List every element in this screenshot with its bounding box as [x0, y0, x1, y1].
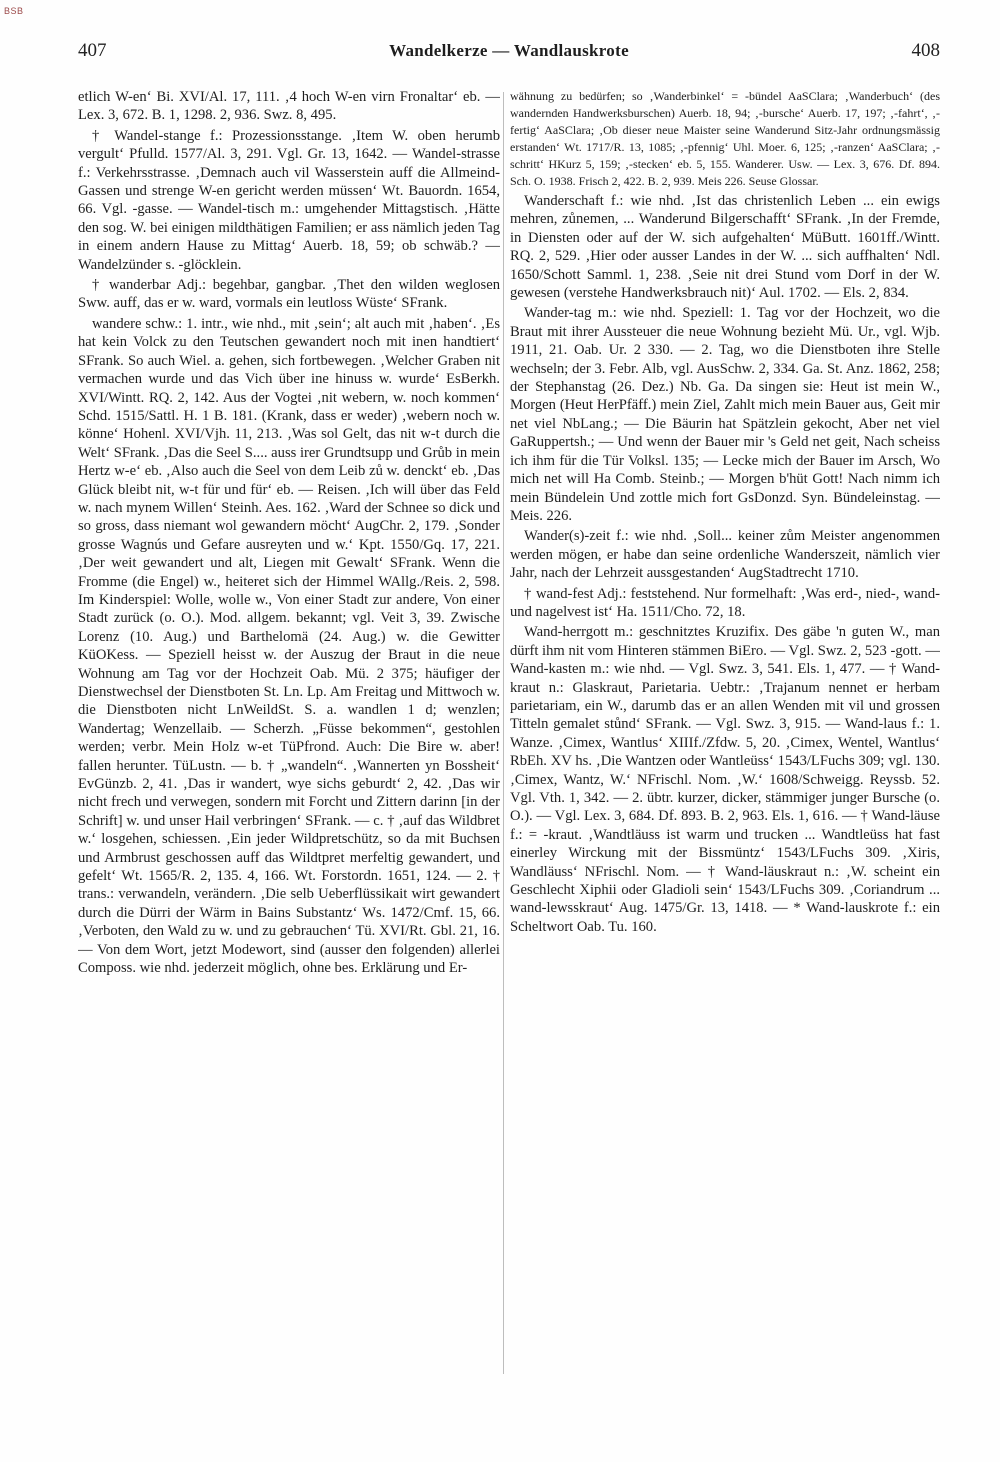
page-header	[78, 40, 940, 70]
left-column	[78, 88, 500, 1378]
right-entry: Wander-tag m.: wie nhd. Speziell: 1. Tag vor der Hochzeit, wo die Braut mit ihrer Aussteuer die neue Wohnung bezieht Mü. Ur., vgl. Wjb. 1911, 21. Oab. Ur. 2 330. — 2. Tag, wo die Dienstboten ihre Stelle wechseln; der 3. Febr. Alb, vgl. AusSchw. 2, 334. Ga. St. Anz. 1862, 258; der Stephanstag (26. Dez.) Nb. Ga. Da singen sie: Heut ist mein W., Morgen (Heut HerPfäff.) mein Ziel, Zahlt mich mein Bauer aus, Geit mir net viel NbLang.; — Die Bäurin hat Spätzlein gekocht, Aber net viel GaRuppertsh.; — Und wenn der Bauer mir 's Geld net geit, Nach scheiss ich ihm für die Tür Volksl. 135; — Lecke mich der Bauer im Arsch, Wo mich net will Ha Comb. Steinb.; — Morgen b'hüt Gott! Nach nimm ich mein Bündelein Und zottle mich fort GsDonzd. Syn. Bündeleinstag. — Meis. 226.	[510, 305, 940, 524]
left-entry: wandere schw.: 1. intr., wie nhd., mit ‚sein‘; alt auch mit ‚haben‘. ‚Es hat kein Volck zu den Teutschen gewandert noch mit inen handtiert‘ SFrank. So auch Wiel. a. gehen, sich fortbewegen. ‚Welcher Graben nit vermachen wurde und das Vich über ine hinuss w. wurde‘ EsBerkh. XVI/Wintt. RQ. 2, 142. Aus der Vogtei ‚nit webern, w. noch kommen‘ Schd. 1515/Sattl. H. 1 B. 181. (Krank, dass er weder) ‚webern noch w. könne‘ Hohenl. XVI/Vjh. 11, 213. ‚Was sol Gelt, das nit w-t durch die Welt‘ SFrank. ‚Das die Seel S.... auss irer Grundtsupp und Grůb in mein Hertz w-e‘ eb. ‚Also auch die Seel von dem Leib zů w. denckt‘ eb. ‚Das Glück bleibt nit, w-t für und für‘ eb. — Reisen. ‚Ich will über das Feld w. nach mynem Willen‘ Steinh. Aes. 162. ‚Ward der Schnee so dick und so gross, dass niemant wol gewandern möcht‘ AugChr. 2, 179. ‚Sonder grosse Wagnús und Gefare ausreyten und w.‘ Kpt. 1550/Gq. 17, 221. ‚Der weit gewandert und alt, Liegen mit Gewalt‘ SFrank. Wenn die Fromme (die Engel) w., heiteret sich der Himmel WAllg./Reis. 2, 598. Im Kinderspiel: Wolle, wolle w., Von einer Stadt zur andere, Von einer Stadt zurück (o. O.). Mod. allgem. bekannt; vgl. Veit 3, 39. Zwische Lorenz (10. Aug.) und Barthelomä (24. Aug.) w. die Gewitter KüOKess. — Speziell heisst w. der Auszug der Braut in die neue Wohnung am Tag vor der Hochzeit Oab. Mü. 2 375; häufiger der Dienstwechsel der Dienstboten St. Ln. Lp. Am Freitag und Mittwoch w. die Dienstboten nicht LnWeildSt. S. a. wandlen 1 d; wenzlen; Wandertag; Wenzellaib. — Scherzh. „Füsse bekommen“, gestohlen werden; verbr. Mein Holz w-et TüPfrond. Auch: Die Bire w. aber! fallen herunter. TüLustn. — b. † „wandeln“. ‚Wannerten yn Bossheit‘ EvGünzb. 2, 41. ‚Das ir wandert, wye sichs geburdt‘ 2, 42. ‚Das wir nicht frech und verwegen, sondern mit Forcht und Zittern darinn [in der Schrift] w. und unser Hail verbringen‘ SFrank. — c. † ‚auf das Wildbret w.‘ losgehen, schiessen. ‚Ein jeder Wildpretschütz, so da mit Buchsen und Armbrust geschossen auff das Wildtpret merfeltig gewandert, und gefelt‘ Wt. 1565/R. 2, 135. 4, 166. Wt. Forstordn. 1651, 124. — 2. † trans.: verwandeln, verändern. ‚Die selb Ueberflüssikait wirt gewandert durch die Dürri der Wärm in Bains Substantz‘ Ws. 1472/Cmf. 15, 66. ‚Verboten, den Wald zu w. und zu gebrauchen‘ Tü. XVI/Rt. Gbl. 21, 16. — Von dem Wort, jetzt Modewort, sind (ausser den folgenden) allerlei Composs. wie nhd. jederzeit möglich, ohne bes. Erklärung und Er-	[78, 315, 500, 977]
running-title: Wandelkerze — Wandlauskrote	[389, 41, 629, 60]
left-entry: † Wandel-stange f.: Prozessionsstange. ‚Item W. oben herumb vergult‘ Pfulld. 1577/Al. 3, 291. Vgl. Gr. 13, 1642. — Wandel-strasse f.: Verkehrsstrasse. ‚Demnach auch vil Wasserstein auff die Allmeind-Gassen und strenge W-en gericht werden müssen‘ Wt. Bauordn. 1654, 66. Vgl. -gasse. — Wandel-tisch m.: umgehender Mittagstisch. ‚Hätte den sog. W. bei einigen mildthätigen Familien; er ass nämlich jeden Tag in einem andern Hause zu Mittag‘ Auerb. 18, 59; ob schwäb.? — Wandelzünder s. -glöcklein.	[78, 127, 500, 273]
library-stamp: BSB	[4, 6, 24, 16]
left-entry: † wanderbar Adj.: begehbar, gangbar. ‚Thet den wilden weglosen Sww. auff, das er w. ward, vormals ein leutloss Wüste‘ SFrank.	[78, 277, 500, 312]
right-entry: Wanderschaft f.: wie nhd. ‚Ist das christenlich Leben ... ein ewigs mehren, zůnemen, ... Wanderund Bilgerschafft‘ SFrank. ‚In der Fremde, in Diensten oder auf der W. sich aufgehalten‘ MüButt. 1601ff./Wintt. RQ. 2, 529. ‚Hier oder ausser Landes in der W. ... sich auffhalten‘ Ndl. 1650/Schott Samml. 1, 238. ‚Seie nit drei Stund vom Dorf in der W. gewesen (verstehe Handwerksbrauch nit)‘ Aul. 1702. — Els. 2, 834.	[510, 193, 940, 302]
right-entry: wähnung zu bedürfen; so ‚Wanderbinkel‘ = -bündel AaSClara; ‚Wanderbuch‘ (des wandernden Handwerksburschen) Auerb. 18, 94; ‚-bursche‘ Auerb. 17, 197; ‚-fahrt‘, ‚-fertig‘ AaSClara; ‚Ob dieser neue Maister seine Wanderund Sitz-Jahr ordnungsmässig erstanden‘ Wt. 1717/R. 13, 1085; ‚-pfennig‘ Uhl. Moer. 6, 125; ‚-ranzen‘ AaSClara; ‚-schritt‘ HKurz 5, 159; ‚-stecken‘ eb. 5, 155. Wanderer. Usw. — Lex. 3, 676. Df. 894. Sch. O. 1938. Frisch 2, 422. B. 2, 939. Meis 226. Seuse Glossar.	[510, 89, 940, 188]
column-divider	[503, 92, 504, 1374]
page-number-left: 407	[78, 40, 107, 61]
right-entry: Wander(s)-zeit f.: wie nhd. ‚Soll... keiner zům Meister angenommen werden mögen, er habe dan seine ordenliche Wanderszeit, nämlich vier Jahr, nach der Lehrzeit aussgestanden‘ AugStadtrecht 1710.	[510, 528, 940, 582]
right-column	[510, 88, 940, 1378]
page-number-right: 408	[911, 40, 940, 61]
right-entry: Wand-herrgott m.: geschnitztes Kruzifix. Des gäbe 'n guten W., man dürft ihm nit vom Hinteren stämmen BiEro. — Vgl. Swz. 2, 523 -gott. — Wand-kasten m.: wie nhd. — Vgl. Swz. 3, 541. Els. 1, 477. — † Wand-kraut n.: Glaskraut, Parietaria. Uebtr.: ‚Trajanum nennet er herbam parietariam, ein W., darumb das er an allen Wenden mit vil und grossen Titteln gemalet stůnd‘ SFrank. — Vgl. Swz. 3, 915. — Wand-laus f.: 1. Wanze. ‚Cimex, Wantlus‘ XIIIf./Zfdw. 5, 20. ‚Cimex, Wentel, Wantlus‘ RbEh. XV hs. ‚Die Wantzen oder Wantleüss‘ 1543/LFuchs 309; vgl. 130. ‚Cimex, Wantz, W.‘ NFrischl. Nom. ‚W.‘ 1608/Schweigg. Reyssb. 52. Vgl. Vth. 1, 342. — 2. übtr. kurzer, dicker, stämmiger junger Bursche (o. O.). — Vgl. Lex. 3, 684. Df. 893. B. 2, 963. Els. 1, 616. — † Wand-läuse f.: = -kraut. ‚Wandtläuss ist warm und trucken ... Wandtleüss hat fast einerley Wirckung mit der Bissmüntz‘ 1543/LFuchs 309. ‚Xiris, Wandläuss‘ NFrischl. Nom. — † Wand-läuskraut n.: ‚W. scheint ein Geschlecht Xiphii oder Gladioli sein‘ 1543/LFuchs 309. ‚Coriandrum ... wand-lewsskraut‘ Aug. 1475/Gr. 13, 1418. — * Wand-lauskrote f.: ein Scheltwort Oab. Tu. 160.	[510, 624, 940, 935]
right-entry: † wand-fest Adj.: feststehend. Nur formelhaft: ‚Was erd-, nied-, wand- und nagelvest ist‘ Ha. 1511/Cho. 72, 18.	[510, 585, 940, 620]
left-entry: etlich W-en‘ Bi. XVI/Al. 17, 111. ‚4 hoch W-en virn Fronaltar‘ eb. — Lex. 3, 672. B. 1, 1298. 2, 936. Swz. 8, 495.	[78, 89, 500, 124]
